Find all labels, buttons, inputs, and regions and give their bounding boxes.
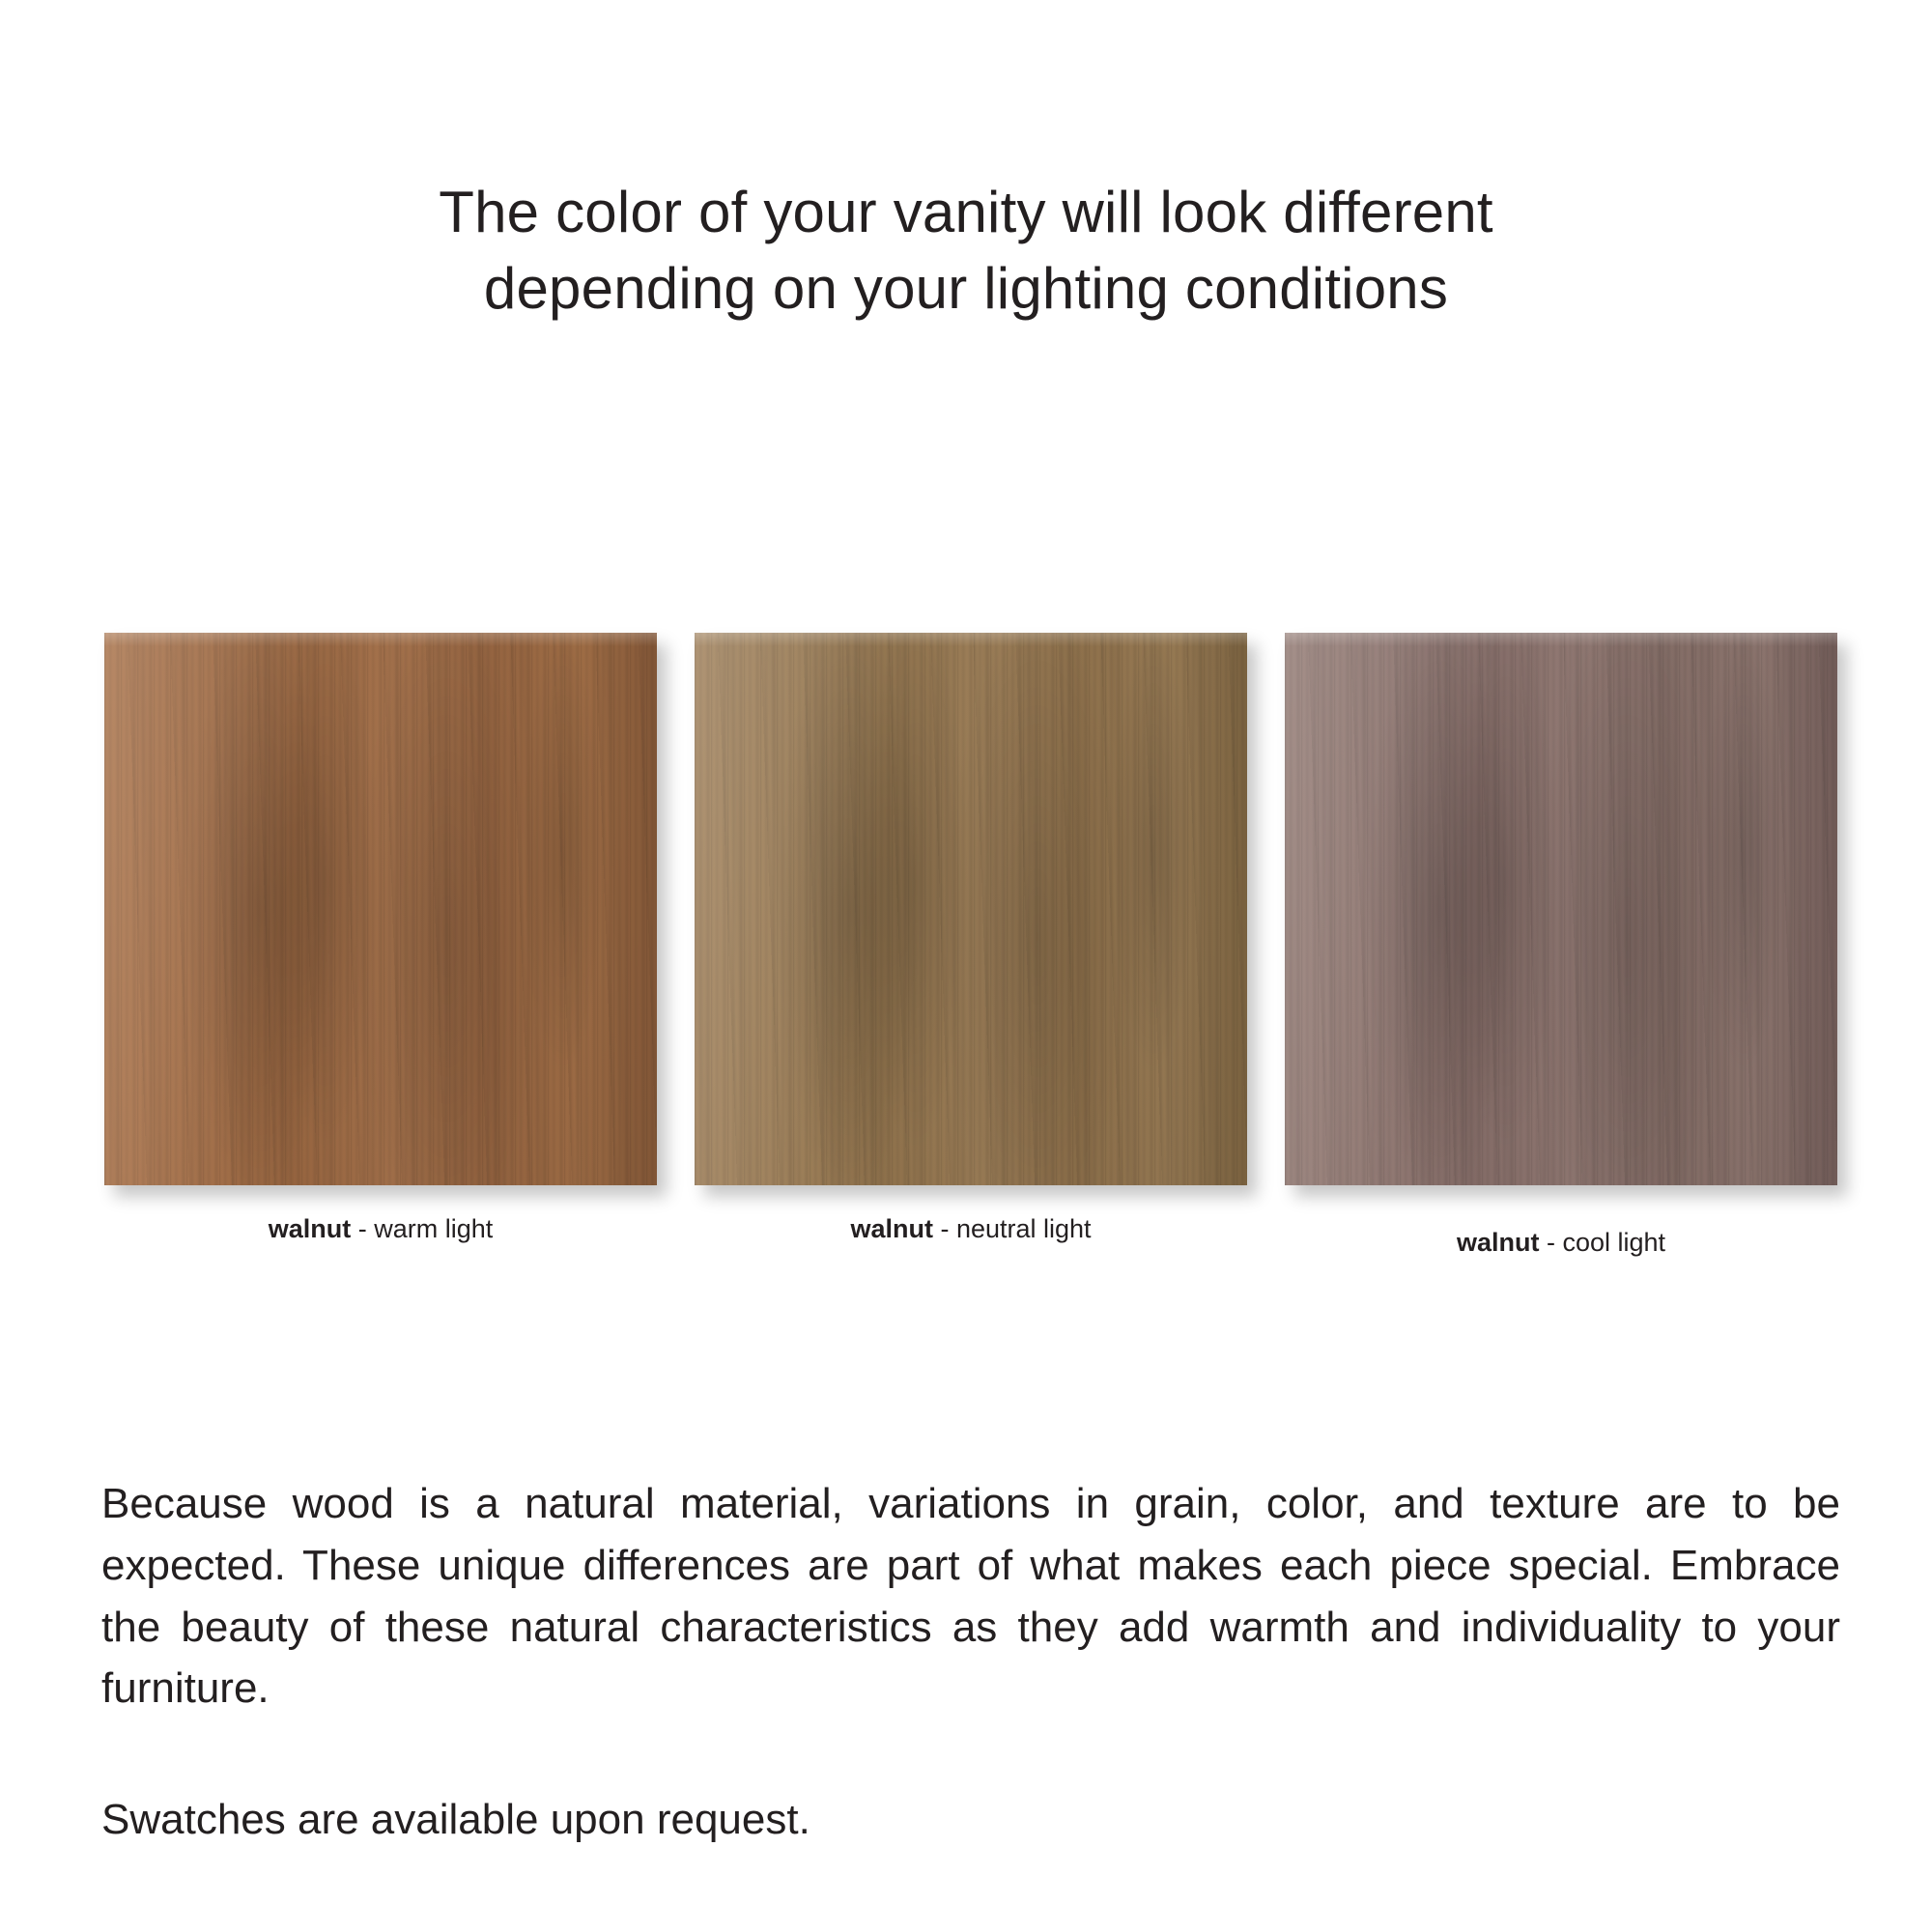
page-title-line-1: The color of your vanity will look different	[439, 180, 1493, 245]
swatch-lighting-label: cool light	[1562, 1228, 1666, 1257]
swatch-top-highlight	[1285, 633, 1837, 1185]
swatch-separator: -	[351, 1214, 375, 1243]
page-title-line-2: depending on your lighting conditions	[483, 256, 1449, 322]
swatch-item-warm-light	[101, 633, 660, 1244]
body-copy	[101, 1473, 1840, 1851]
swatch-item-neutral-light	[692, 633, 1250, 1244]
swatch-species-label: walnut	[850, 1214, 933, 1243]
wood-swatch-neutral	[695, 633, 1247, 1185]
swatch-item-cool-light	[1282, 633, 1840, 1258]
swatch-lighting-label: neutral light	[955, 1214, 1092, 1243]
swatch-species-label: walnut	[268, 1214, 352, 1243]
swatch-lighting-label: warm light	[374, 1214, 494, 1243]
swatch-separator: -	[932, 1214, 956, 1243]
swatch-separator: -	[1539, 1228, 1563, 1257]
swatch-caption	[850, 1214, 1091, 1244]
swatch-row	[101, 633, 1840, 1258]
body-paragraph-1: Because wood is a natural material, variations in grain, color, and texture are to be expected. These unique differences are part of what makes each piece special. Embrace the beauty of these natural characteristics as they add warmth and individuality to your furniture.	[101, 1480, 1840, 1713]
swatch-top-highlight	[104, 633, 657, 1185]
swatch-caption	[269, 1214, 494, 1244]
wood-swatch-cool	[1285, 633, 1837, 1185]
wood-swatch-warm	[104, 633, 657, 1185]
swatch-top-highlight	[695, 633, 1247, 1185]
swatch-caption	[1457, 1228, 1665, 1258]
swatch-species-label: walnut	[1456, 1228, 1540, 1257]
page-title	[0, 174, 1932, 327]
body-paragraph-2: Swatches are available upon request.	[101, 1796, 810, 1844]
